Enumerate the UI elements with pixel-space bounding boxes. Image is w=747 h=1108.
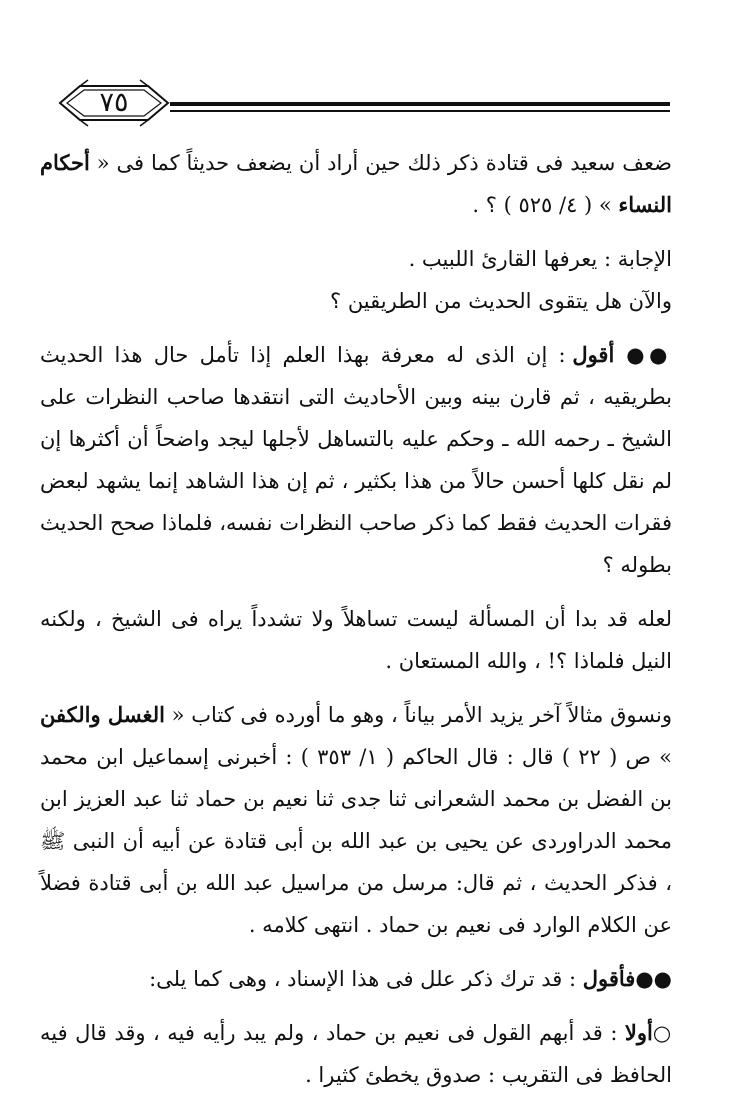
paragraph-lead: فأقول — [582, 966, 636, 991]
bullet-icon: ●● — [626, 342, 672, 367]
header-rule-thick — [170, 102, 670, 106]
page-number-badge — [58, 78, 170, 128]
paragraph-1: ضعف سعيد فى قتادة ذكر ذلك حين أراد أن يضعف حديثاً كما فى « أحكام النساء » ( ٤/ ٥٢٥ ) ؟ . — [40, 150, 672, 217]
book-title: أحكام النساء — [40, 150, 672, 217]
page-header — [58, 78, 670, 128]
paragraph-2: الإجابة : يعرفها القارئ اللبيب . — [408, 247, 672, 271]
book-title: الغسل والكفن — [40, 702, 165, 727]
paragraph-7: ●●فأقول : قد ترك ذكر علل فى هذا الإسناد ، وهى كما يلى: — [149, 966, 672, 991]
paragraph-6: ونسوق مثالاً آخر يزيد الأمر بياناً ، وهو ما أورده فى كتاب « الغسل والكفن » ص ( ٢٢ ) قال : قال الحاكم ( ١/ ٣٥٣ ) : أخبرنى إسماعيل ابن محمد بن الفضل بن محمد الشعرانى ثنا جدى ثنا نعيم بن حماد ثنا عبد العزيز ابن محمد الدراوردى عن يحيى بن عبد الله بن أبى قتادة عن أبيه أن النبى ﷺ ، فذكر الحديث ، ثم قال: مرسل من مراسيل عبد الله بن أبى قتادة فضلاً عن الكلام الوارد فى نعيم بن حماد . انتهى كلامه . — [40, 702, 672, 937]
circle-bullet-icon: ○ — [652, 1021, 673, 1045]
paragraph-8: ○أولا : قد أبهم القول فى نعيم بن حماد ، ولم يبد رأيه فيه ، وقد قال فيه الحافظ فى التقريب : صدوق يخطئ كثيرا . — [40, 1020, 673, 1087]
header-rule-thin — [170, 110, 670, 112]
paragraph-4: ●● أقول : إن الذى له معرفة بهذا العلم إذا تأمل حال هذا الحديث بطريقيه ، ثم قارن بينه وبين الأحاديث التى انتقدها صاحب النظرات على الشيخ ـ رحمه الله ـ وحكم عليه بالتساهل لأجلها ليجد واضحاً أن أكثرها إن لم نقل كلها أحسن حالاً من هذا بكثير ، ثم إن هذا الشاهد إنما يشهد لبعض فقرات الحديث فقط كما ذكر صاحب النظرات نفسه، فلماذا صحح الحديث بطوله ؟ — [40, 342, 672, 577]
paragraph-lead: أولا — [624, 1020, 653, 1045]
bullet-icon: ●● — [635, 966, 672, 991]
paragraph-3: والآن هل يتقوى الحديث من الطريقين ؟ — [330, 289, 672, 313]
body-text — [40, 142, 672, 1108]
page-number: ٧٥ — [99, 87, 129, 118]
paragraph-5: لعله قد بدا أن المسألة ليست تساهلاً ولا تشدداً يراه فى الشيخ ، ولكنه النيل فلماذا ؟! ، والله المستعان . — [40, 607, 672, 673]
paragraph-lead: أقول — [572, 342, 627, 367]
